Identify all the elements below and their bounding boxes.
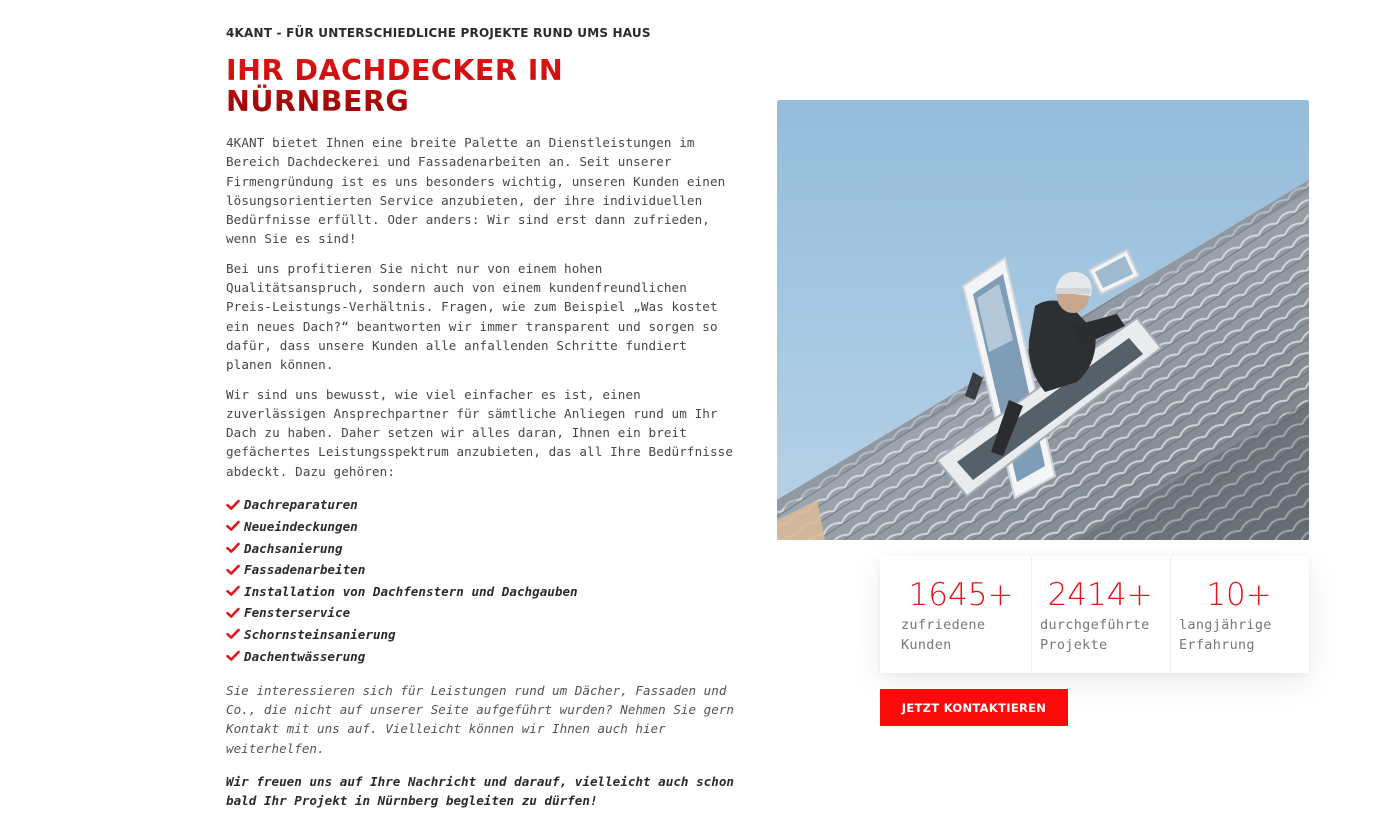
stat-label-line: Erfahrung [1179,637,1255,653]
list-item [226,645,738,667]
check-icon [226,520,240,532]
service-label: Dachreparaturen [244,497,358,513]
stat-label-line: zufriedene [901,617,986,633]
list-item [226,602,738,624]
list-item [226,580,738,602]
services-list [226,494,738,667]
service-label: Fassadenarbeiten [244,562,366,578]
stat-value: 1645+ [908,577,1014,613]
service-label: Neueindeckungen [244,518,358,534]
stat-label [1040,615,1170,655]
check-icon [226,564,240,576]
check-icon [226,650,240,662]
stat-value: 2414+ [1047,577,1153,613]
stat-value: 10+ [1206,577,1272,613]
roofer-photo [777,100,1309,540]
check-icon [226,585,240,597]
list-item [226,516,738,538]
closing-statement: Wir freuen uns auf Ihre Nachricht und darauf, vielleicht auch schon bald Ihr Projekt in Nürnberg begleiten zu dürfen! [226,773,734,809]
intro-paragraph: Wir sind uns bewusst, wie viel einfacher es ist, einen zuverlässigen Ansprechpartner für sämtliche Anliegen rund um Ihr Dach zu haben. Daher setzen wir alles daran, Ihnen ein breit gefächertes Leistungsspektrum anzubieten, das all Ihre Bedürfnisse abdeckt. Dazu gehören: [226,386,734,479]
stat-label-line: durchgeführte [1040,617,1150,633]
service-label: Schornsteinsanierung [244,626,396,642]
service-label: Dachsanierung [244,540,343,556]
stat-projects [1031,556,1170,673]
stat-label [1179,615,1309,655]
stat-label-line: Kunden [901,637,952,653]
check-icon [226,628,240,640]
intro-paragraph: Bei uns profitieren Sie nicht nur von einem hohen Qualitätsanspruch, sondern auch von einem kundenfreundlichen Preis-Leistungs-Verhältnis. Fragen, wie zum Beispiel „Was kostet ein neues Dach?“ beantworten wir immer transparent und sorgen so dafür, dass unsere Kunden alle anfallenden Schritte fundiert planen können. [226,260,718,373]
page-headline [226,55,738,117]
eyebrow-text: 4KANT - FÜR UNTERSCHIEDLICHE PROJEKTE RUND UMS HAUS [226,26,651,40]
stat-experience [1170,556,1309,673]
stats-card [880,556,1309,673]
service-label: Installation von Dachfenstern und Dachgauben [244,583,578,599]
headline-line-1: IHR DACHDECKER IN [226,54,564,87]
stat-customers [880,556,1031,673]
list-item [226,624,738,646]
service-label: Fensterservice [244,605,351,621]
check-icon [226,542,240,554]
contact-button[interactable]: JETZT KONTAKTIEREN [880,689,1068,726]
stat-label-line: langjährige [1179,617,1272,633]
intro-section [226,26,738,811]
list-item [226,559,738,581]
service-label: Dachentwässerung [244,648,366,664]
check-icon [226,499,240,511]
list-item [226,537,738,559]
intro-paragraph: 4KANT bietet Ihnen eine breite Palette an Dienstleistungen im Bereich Dachdeckerei und Fassadenarbeiten an. Seit unserer Firmengründung ist es uns besonders wichtig, unseren Kunden einen lösungsorientierten Service anzubieten, der ihre individuellen Bedürfnisse erfüllt. Oder anders: Wir sind erst dann zufrieden, wenn Sie es sind! [226,135,726,247]
stat-label [901,615,1031,655]
stat-label-line: Projekte [1040,637,1108,653]
contact-note: Sie interessieren sich für Leistungen rund um Dächer, Fassaden und Co., die nicht auf unserer Seite aufgeführt wurden? Nehmen Sie gern Kontakt mit uns auf. Vielleicht können wir Ihnen auch hier weiterhelfen. [226,682,734,756]
list-item [226,494,738,516]
headline-line-2: NÜRNBERG [226,85,410,118]
check-icon [226,607,240,619]
